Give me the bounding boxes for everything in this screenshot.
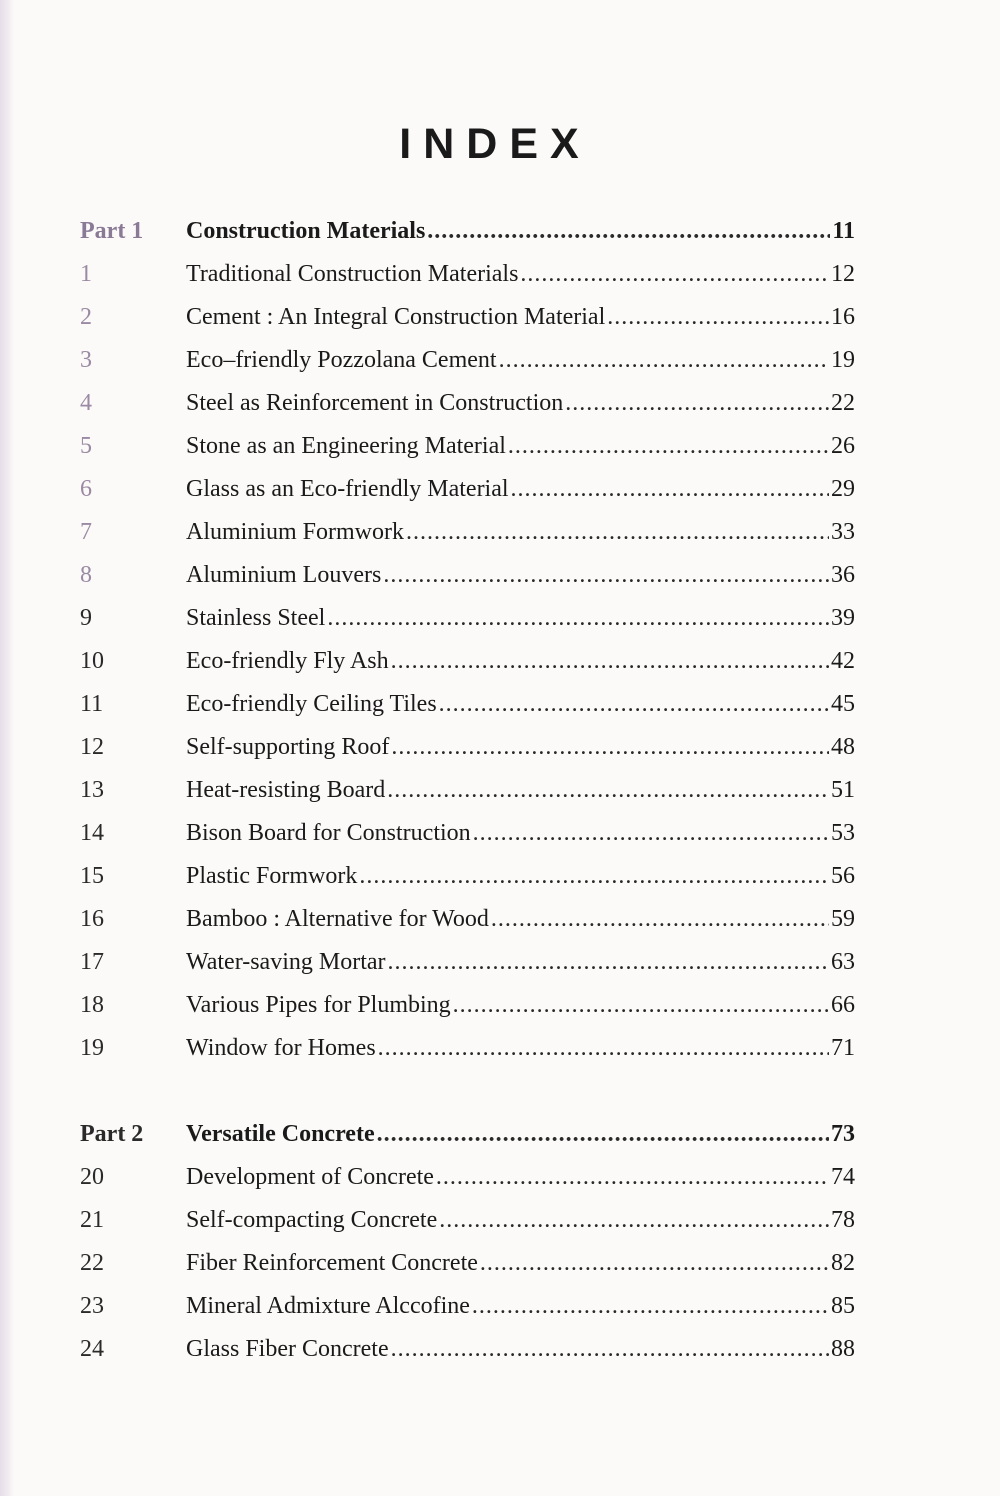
chapter-number: 8 bbox=[80, 562, 92, 588]
chapter-title: Development of Concrete bbox=[186, 1164, 434, 1190]
dot-leader bbox=[499, 339, 829, 382]
dot-leader bbox=[391, 1328, 829, 1371]
chapter-entry bbox=[186, 683, 855, 726]
chapter-entry bbox=[186, 1156, 855, 1199]
chapter-entry bbox=[186, 1328, 855, 1371]
chapter-entry bbox=[186, 812, 855, 855]
chapter-title: Self-compacting Concrete bbox=[186, 1207, 438, 1233]
chapter-title: Stone as an Engineering Material bbox=[186, 433, 506, 459]
chapter-title: Aluminium Formwork bbox=[186, 519, 405, 545]
dot-leader bbox=[439, 1199, 829, 1242]
part-title: Versatile Concrete bbox=[186, 1121, 375, 1147]
chapter-page-number: 59 bbox=[831, 906, 855, 932]
chapter-row[interactable] bbox=[80, 253, 855, 296]
chapter-page-number: 56 bbox=[831, 863, 855, 889]
chapter-title: Traditional Construction Materials bbox=[186, 261, 519, 287]
chapter-number: 11 bbox=[80, 691, 104, 717]
chapter-page-number: 74 bbox=[831, 1164, 855, 1190]
chapter-entry bbox=[186, 640, 855, 683]
dot-leader bbox=[480, 1242, 829, 1285]
chapter-row[interactable] bbox=[80, 1328, 855, 1371]
chapter-page-number: 19 bbox=[831, 347, 855, 373]
chapter-number: 9 bbox=[80, 605, 92, 631]
chapter-page-number: 29 bbox=[831, 476, 855, 502]
chapter-row[interactable] bbox=[80, 984, 855, 1027]
chapter-number: 19 bbox=[80, 1035, 104, 1061]
chapter-number: 10 bbox=[80, 648, 104, 674]
part-title: Construction Materials bbox=[186, 218, 426, 244]
chapter-row[interactable] bbox=[80, 941, 855, 984]
chapter-page-number: 88 bbox=[831, 1336, 855, 1362]
chapter-title: Bamboo : Alternative for Wood bbox=[186, 906, 489, 932]
chapter-title: Bison Board for Construction bbox=[186, 820, 471, 846]
dot-leader bbox=[453, 984, 829, 1027]
chapter-title: Fiber Reinforcement Concrete bbox=[186, 1250, 478, 1276]
chapter-number: 15 bbox=[80, 863, 104, 889]
chapter-row[interactable] bbox=[80, 339, 855, 382]
page-binding-edge bbox=[0, 0, 14, 1496]
part-heading[interactable] bbox=[80, 1113, 855, 1156]
chapter-number: 16 bbox=[80, 906, 104, 932]
chapter-page-number: 39 bbox=[831, 605, 855, 631]
chapter-title: Eco-friendly Ceiling Tiles bbox=[186, 691, 437, 717]
chapter-number: 7 bbox=[80, 519, 92, 545]
chapter-row[interactable] bbox=[80, 640, 855, 683]
chapter-number: 12 bbox=[80, 734, 104, 760]
chapter-row[interactable] bbox=[80, 726, 855, 769]
chapter-title: Mineral Admixture Alccofine bbox=[186, 1293, 470, 1319]
chapter-title: Eco–friendly Pozzolana Cement bbox=[186, 347, 497, 373]
dot-leader bbox=[391, 640, 829, 683]
chapter-title: Plastic Formwork bbox=[186, 863, 358, 889]
dot-leader bbox=[511, 468, 829, 511]
dot-leader bbox=[327, 597, 829, 640]
chapter-page-number: 82 bbox=[831, 1250, 855, 1276]
chapter-row[interactable] bbox=[80, 1242, 855, 1285]
chapter-number: 5 bbox=[80, 433, 92, 459]
dot-leader bbox=[436, 1156, 829, 1199]
chapter-title: Steel as Reinforcement in Construction bbox=[186, 390, 564, 416]
chapter-page-number: 53 bbox=[831, 820, 855, 846]
dot-leader bbox=[387, 769, 829, 812]
chapter-entry bbox=[186, 1242, 855, 1285]
part-entry bbox=[186, 210, 855, 253]
chapter-number: 13 bbox=[80, 777, 104, 803]
chapter-page-number: 45 bbox=[831, 691, 855, 717]
dot-leader bbox=[391, 726, 829, 769]
chapter-number: 21 bbox=[80, 1207, 104, 1233]
chapter-number: 17 bbox=[80, 949, 104, 975]
part-2-section bbox=[80, 1113, 855, 1371]
chapter-title: Stainless Steel bbox=[186, 605, 326, 631]
part-1-section bbox=[80, 210, 855, 1070]
chapter-row[interactable] bbox=[80, 511, 855, 554]
table-of-contents bbox=[80, 210, 855, 1371]
chapter-page-number: 33 bbox=[831, 519, 855, 545]
chapter-number: 20 bbox=[80, 1164, 104, 1190]
chapter-page-number: 12 bbox=[831, 261, 855, 287]
chapter-number: 22 bbox=[80, 1250, 104, 1276]
dot-leader bbox=[491, 898, 829, 941]
chapter-title: Glass Fiber Concrete bbox=[186, 1336, 389, 1362]
chapter-row[interactable] bbox=[80, 425, 855, 468]
chapter-entry bbox=[186, 425, 855, 468]
chapter-page-number: 22 bbox=[831, 390, 855, 416]
chapter-entry bbox=[186, 554, 855, 597]
chapter-entry bbox=[186, 296, 855, 339]
part-heading[interactable] bbox=[80, 210, 855, 253]
chapter-number: 6 bbox=[80, 476, 92, 502]
chapter-entry bbox=[186, 382, 855, 425]
chapter-number: 4 bbox=[80, 390, 92, 416]
part-page-number: 11 bbox=[832, 218, 855, 244]
chapter-entry bbox=[186, 339, 855, 382]
dot-leader bbox=[472, 1285, 829, 1328]
chapter-entry bbox=[186, 1285, 855, 1328]
chapter-page-number: 26 bbox=[831, 433, 855, 459]
chapter-entry bbox=[186, 511, 855, 554]
chapter-row[interactable] bbox=[80, 1285, 855, 1328]
chapter-entry bbox=[186, 769, 855, 812]
chapter-page-number: 51 bbox=[831, 777, 855, 803]
chapter-row[interactable] bbox=[80, 382, 855, 425]
chapter-row[interactable] bbox=[80, 554, 855, 597]
chapter-page-number: 78 bbox=[831, 1207, 855, 1233]
chapter-title: Eco-friendly Fly Ash bbox=[186, 648, 389, 674]
chapter-entry bbox=[186, 984, 855, 1027]
chapter-entry bbox=[186, 253, 855, 296]
dot-leader bbox=[377, 1113, 829, 1156]
dot-leader bbox=[508, 425, 829, 468]
dot-leader bbox=[565, 382, 829, 425]
chapter-row[interactable] bbox=[80, 597, 855, 640]
dot-leader bbox=[427, 210, 830, 253]
chapter-title: Cement : An Integral Construction Material bbox=[186, 304, 606, 330]
chapter-number: 18 bbox=[80, 992, 104, 1018]
dot-leader bbox=[359, 855, 829, 898]
part-page-number: 73 bbox=[831, 1121, 855, 1147]
part-number: Part 1 bbox=[80, 218, 144, 244]
chapter-row[interactable] bbox=[80, 683, 855, 726]
part-number: Part 2 bbox=[80, 1121, 144, 1147]
chapter-row[interactable] bbox=[80, 1027, 855, 1070]
part-entry bbox=[186, 1113, 855, 1156]
chapter-row[interactable] bbox=[80, 855, 855, 898]
chapter-entry bbox=[186, 726, 855, 769]
chapter-number: 2 bbox=[80, 304, 92, 330]
chapter-page-number: 36 bbox=[831, 562, 855, 588]
chapter-title: Aluminium Louvers bbox=[186, 562, 382, 588]
chapter-page-number: 42 bbox=[831, 648, 855, 674]
chapter-title: Self-supporting Roof bbox=[186, 734, 390, 760]
chapter-entry bbox=[186, 898, 855, 941]
chapter-row[interactable] bbox=[80, 1199, 855, 1242]
chapter-number: 23 bbox=[80, 1293, 104, 1319]
chapter-page-number: 48 bbox=[831, 734, 855, 760]
chapter-title: Various Pipes for Plumbing bbox=[186, 992, 451, 1018]
chapter-entry bbox=[186, 597, 855, 640]
chapter-entry bbox=[186, 941, 855, 984]
chapter-number: 3 bbox=[80, 347, 92, 373]
chapter-row[interactable] bbox=[80, 468, 855, 511]
dot-leader bbox=[388, 941, 829, 984]
chapter-title: Window for Homes bbox=[186, 1035, 376, 1061]
chapter-entry bbox=[186, 855, 855, 898]
chapter-entry bbox=[186, 468, 855, 511]
dot-leader bbox=[607, 296, 829, 339]
chapter-entry bbox=[186, 1027, 855, 1070]
chapter-page-number: 16 bbox=[831, 304, 855, 330]
dot-leader bbox=[383, 554, 829, 597]
chapter-row[interactable] bbox=[80, 898, 855, 941]
chapter-row[interactable] bbox=[80, 812, 855, 855]
dot-leader bbox=[406, 511, 829, 554]
dot-leader bbox=[520, 253, 829, 296]
dot-leader bbox=[378, 1027, 829, 1070]
chapter-number: 24 bbox=[80, 1336, 104, 1362]
page-title: INDEX bbox=[399, 120, 591, 168]
chapter-page-number: 85 bbox=[831, 1293, 855, 1319]
chapter-number: 14 bbox=[80, 820, 104, 846]
chapter-title: Glass as an Eco-friendly Material bbox=[186, 476, 509, 502]
chapter-page-number: 63 bbox=[831, 949, 855, 975]
dot-leader bbox=[439, 683, 829, 726]
chapter-page-number: 71 bbox=[831, 1035, 855, 1061]
chapter-row[interactable] bbox=[80, 769, 855, 812]
dot-leader bbox=[473, 812, 829, 855]
chapter-number: 1 bbox=[80, 261, 92, 287]
chapter-entry bbox=[186, 1199, 855, 1242]
chapter-title: Heat-resisting Board bbox=[186, 777, 386, 803]
chapter-row[interactable] bbox=[80, 296, 855, 339]
chapter-page-number: 66 bbox=[831, 992, 855, 1018]
chapter-title: Water-saving Mortar bbox=[186, 949, 386, 975]
chapter-row[interactable] bbox=[80, 1156, 855, 1199]
